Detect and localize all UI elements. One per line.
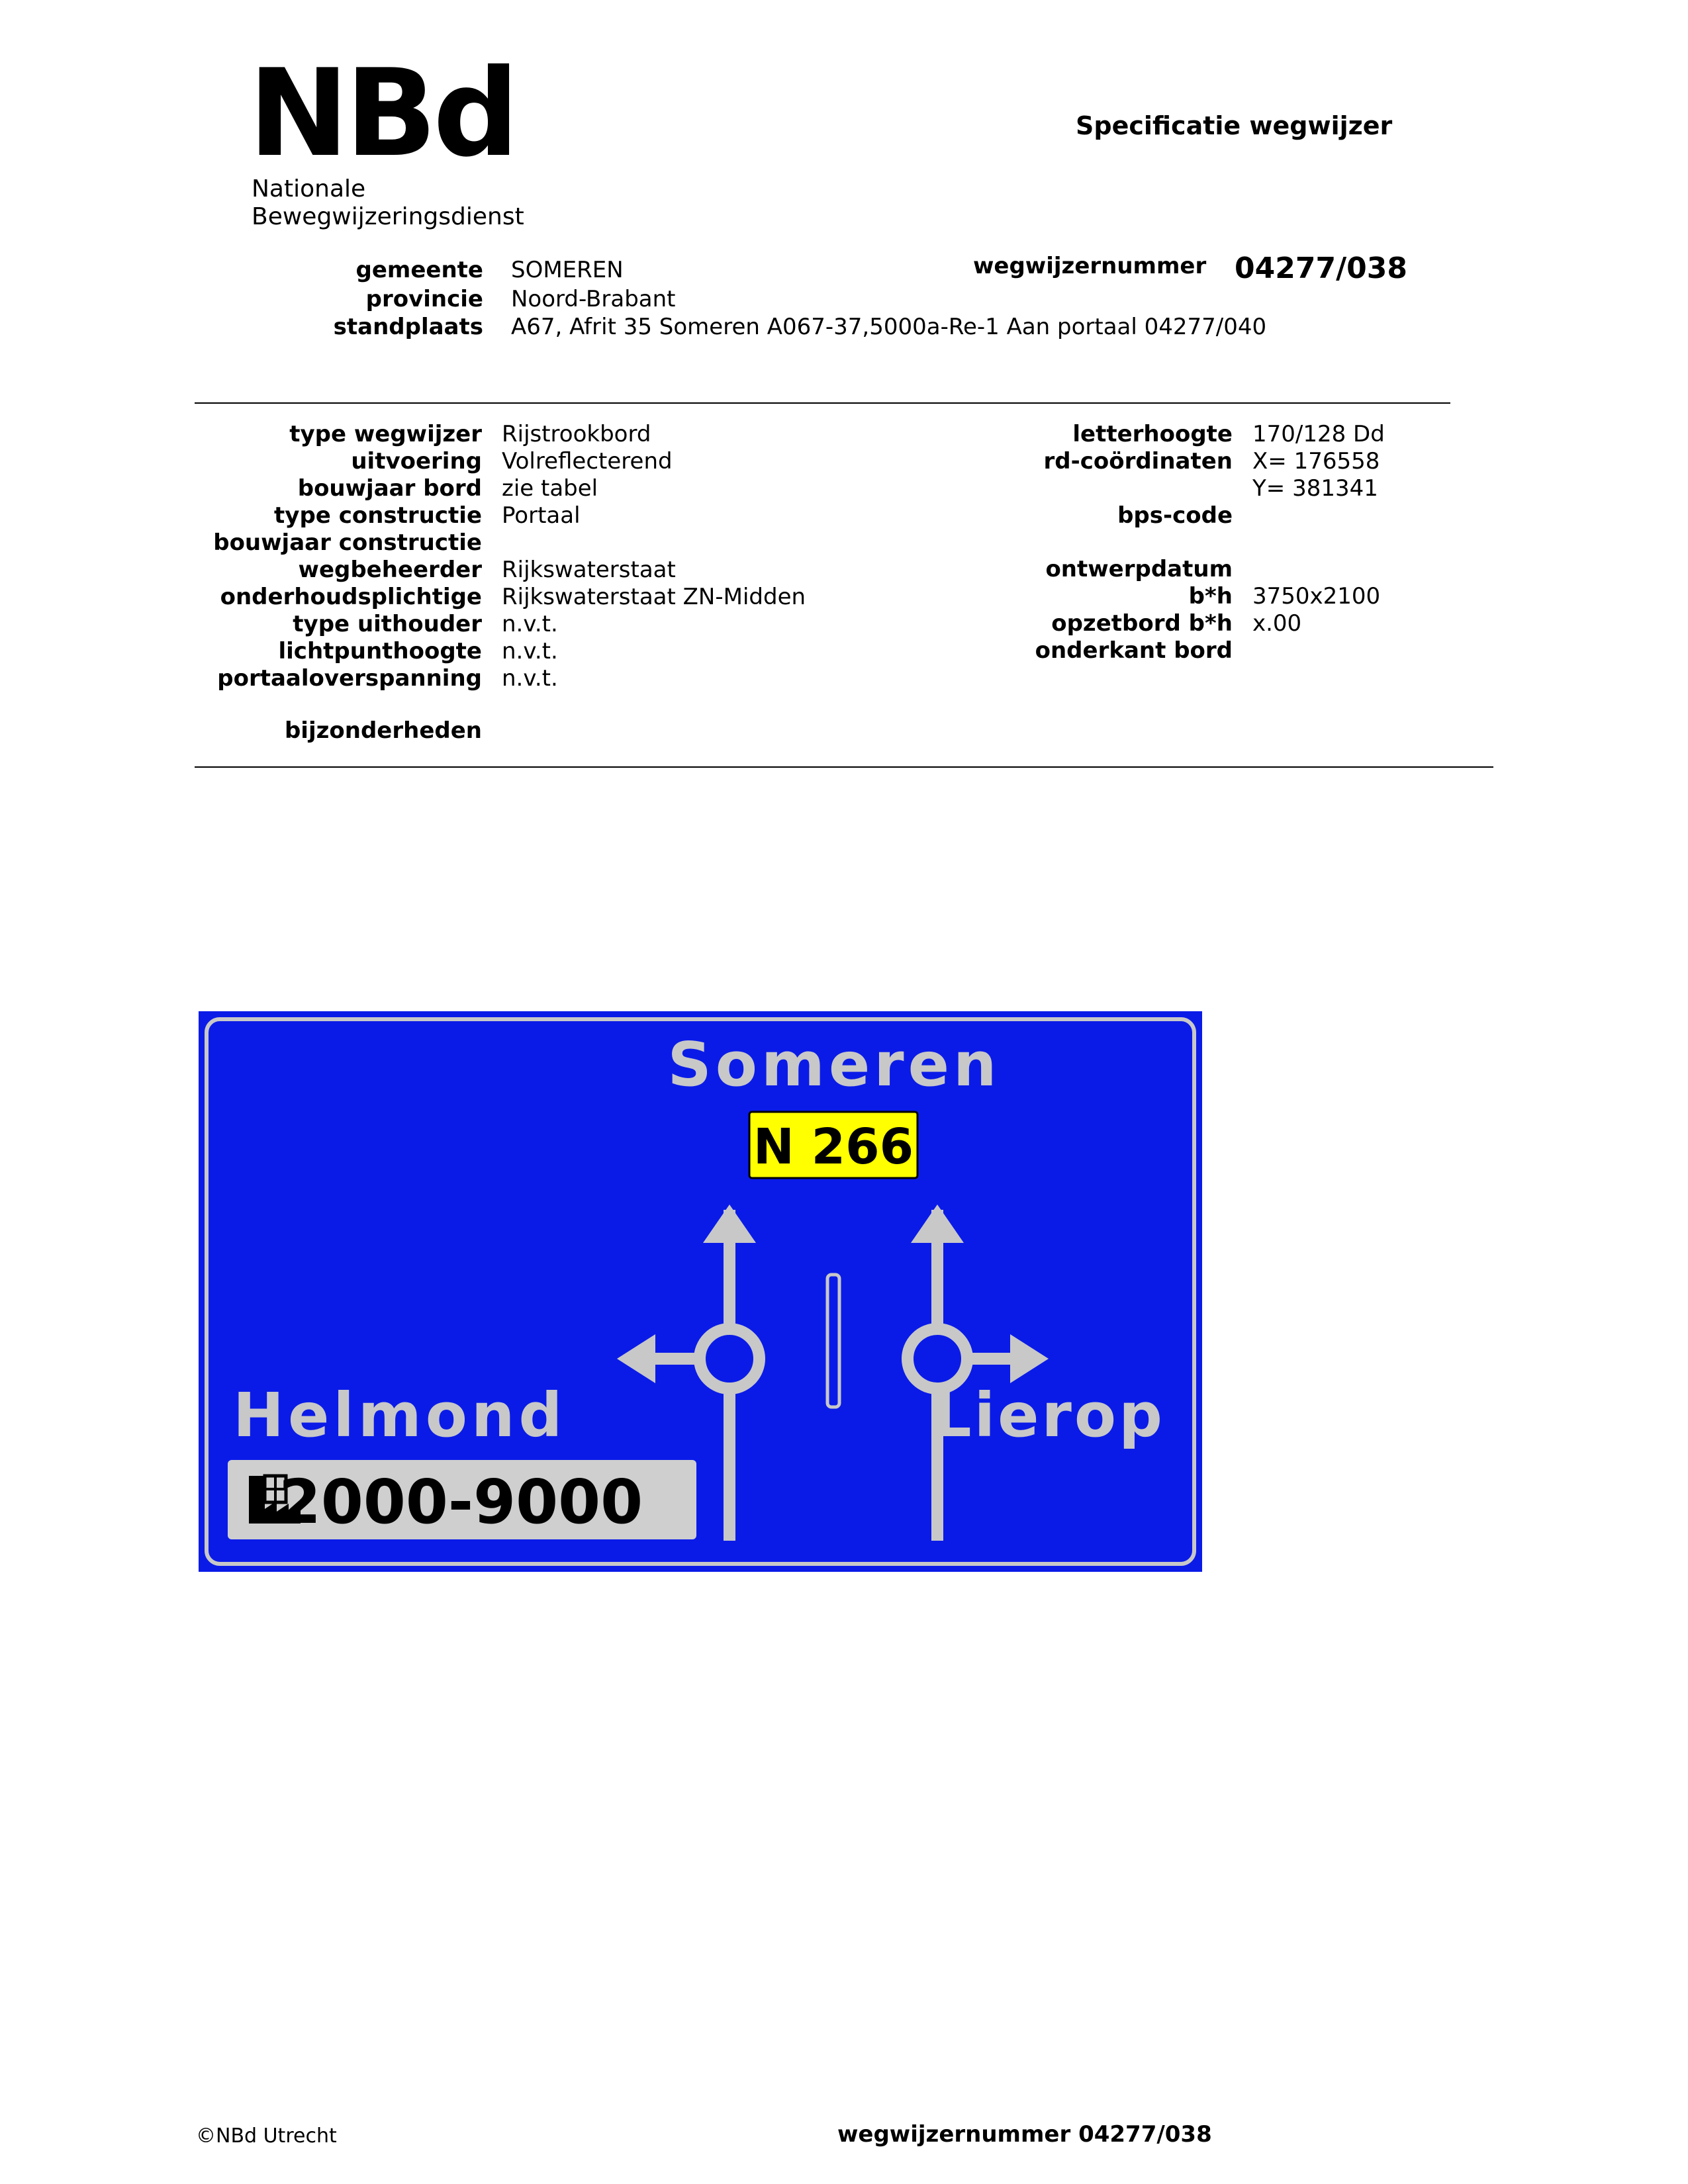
logo-line-1: Nationale <box>252 175 366 203</box>
details-row-value: zie tabel <box>502 475 598 502</box>
logo-nbd: NBd <box>248 43 516 183</box>
opzetbord-value: x.00 <box>1252 610 1302 637</box>
sign-left-destination: Helmond <box>233 1380 567 1451</box>
onderkant-bord-label: onderkant bord <box>1035 637 1233 664</box>
details-row <box>152 529 814 556</box>
wegwijzernummer-label: wegwijzernummer <box>973 253 1207 279</box>
road-sign-graphic <box>199 1011 1202 1572</box>
details-row-label: type uithouder <box>293 611 482 637</box>
bijzonderheden-label: bijzonderheden <box>284 717 482 744</box>
standplaats-label: standplaats <box>333 314 483 340</box>
details-row <box>152 665 814 692</box>
details-row-label: type wegwijzer <box>289 421 482 447</box>
details-row <box>152 611 814 637</box>
logo-line-2: Bewegwijzeringsdienst <box>252 203 524 230</box>
details-row-value: n.v.t. <box>502 665 558 692</box>
industrial-range: 2000-9000 <box>278 1467 643 1537</box>
details-row-label: onderhoudsplichtige <box>220 584 482 610</box>
bh-value: 3750x2100 <box>1252 583 1381 610</box>
details-row-label: type constructie <box>274 502 482 529</box>
bps-code-label: bps-code <box>1117 502 1233 529</box>
opzetbord-label: opzetbord b*h <box>1051 610 1233 637</box>
details-row-value: n.v.t. <box>502 638 558 664</box>
details-row-label: uitvoering <box>351 448 482 475</box>
rd-x-value: X= 176558 <box>1252 448 1380 475</box>
details-row-label: bouwjaar bord <box>297 475 482 502</box>
footer-copyright: ©NBd Utrecht <box>196 2124 337 2148</box>
details-row-label: lichtpunthoogte <box>278 638 482 664</box>
details-row <box>152 475 814 502</box>
rd-y-value: Y= 381341 <box>1252 475 1378 502</box>
road-sign <box>199 1011 1202 1572</box>
details-row <box>152 421 814 447</box>
details-row-value: n.v.t. <box>502 611 558 637</box>
page-title: Specificatie wegwijzer <box>1076 111 1393 140</box>
gemeente-label: gemeente <box>355 257 483 283</box>
divider-bottom <box>195 766 1493 768</box>
details-row-value: Portaal <box>502 502 581 529</box>
letterhoogte-value: 170/128 Dd <box>1252 421 1385 447</box>
sign-right-destination: Lierop <box>933 1380 1165 1451</box>
details-row <box>152 557 814 583</box>
provincie-value: Noord-Brabant <box>511 286 676 312</box>
details-row-value: Rijkswaterstaat ZN-Midden <box>502 584 806 610</box>
details-row-label: wegbeheerder <box>298 557 482 583</box>
footer-wegwijzernummer: wegwijzernummer 04277/038 <box>837 2121 1212 2148</box>
letterhoogte-label: letterhoogte <box>1072 421 1233 447</box>
details-row-label: portaaloverspanning <box>217 665 482 692</box>
details-row <box>152 584 814 610</box>
details-row <box>152 638 814 664</box>
details-row-value: Volreflecterend <box>502 448 673 475</box>
ontwerpdatum-label: ontwerpdatum <box>1045 556 1233 582</box>
route-shield-label: N 266 <box>753 1118 914 1175</box>
standplaats-value: A67, Afrit 35 Someren A067-37,5000a-Re-1 Aan portaal 04277/040 <box>511 314 1267 340</box>
wegwijzernummer-value: 04277/038 <box>1235 251 1407 285</box>
sign-top-destination: Someren <box>667 1029 1001 1100</box>
provincie-label: provincie <box>365 286 483 312</box>
bh-label: b*h <box>1188 583 1233 610</box>
rd-coordinaten-label: rd-coördinaten <box>1043 448 1233 475</box>
gemeente-value: SOMEREN <box>511 257 624 283</box>
details-row <box>152 502 814 529</box>
details-row-value: Rijkswaterstaat <box>502 557 676 583</box>
details-row-label: bouwjaar constructie <box>213 529 482 556</box>
divider-top <box>195 402 1450 404</box>
details-row-value: Rijstrookbord <box>502 421 651 447</box>
details-row <box>152 448 814 475</box>
